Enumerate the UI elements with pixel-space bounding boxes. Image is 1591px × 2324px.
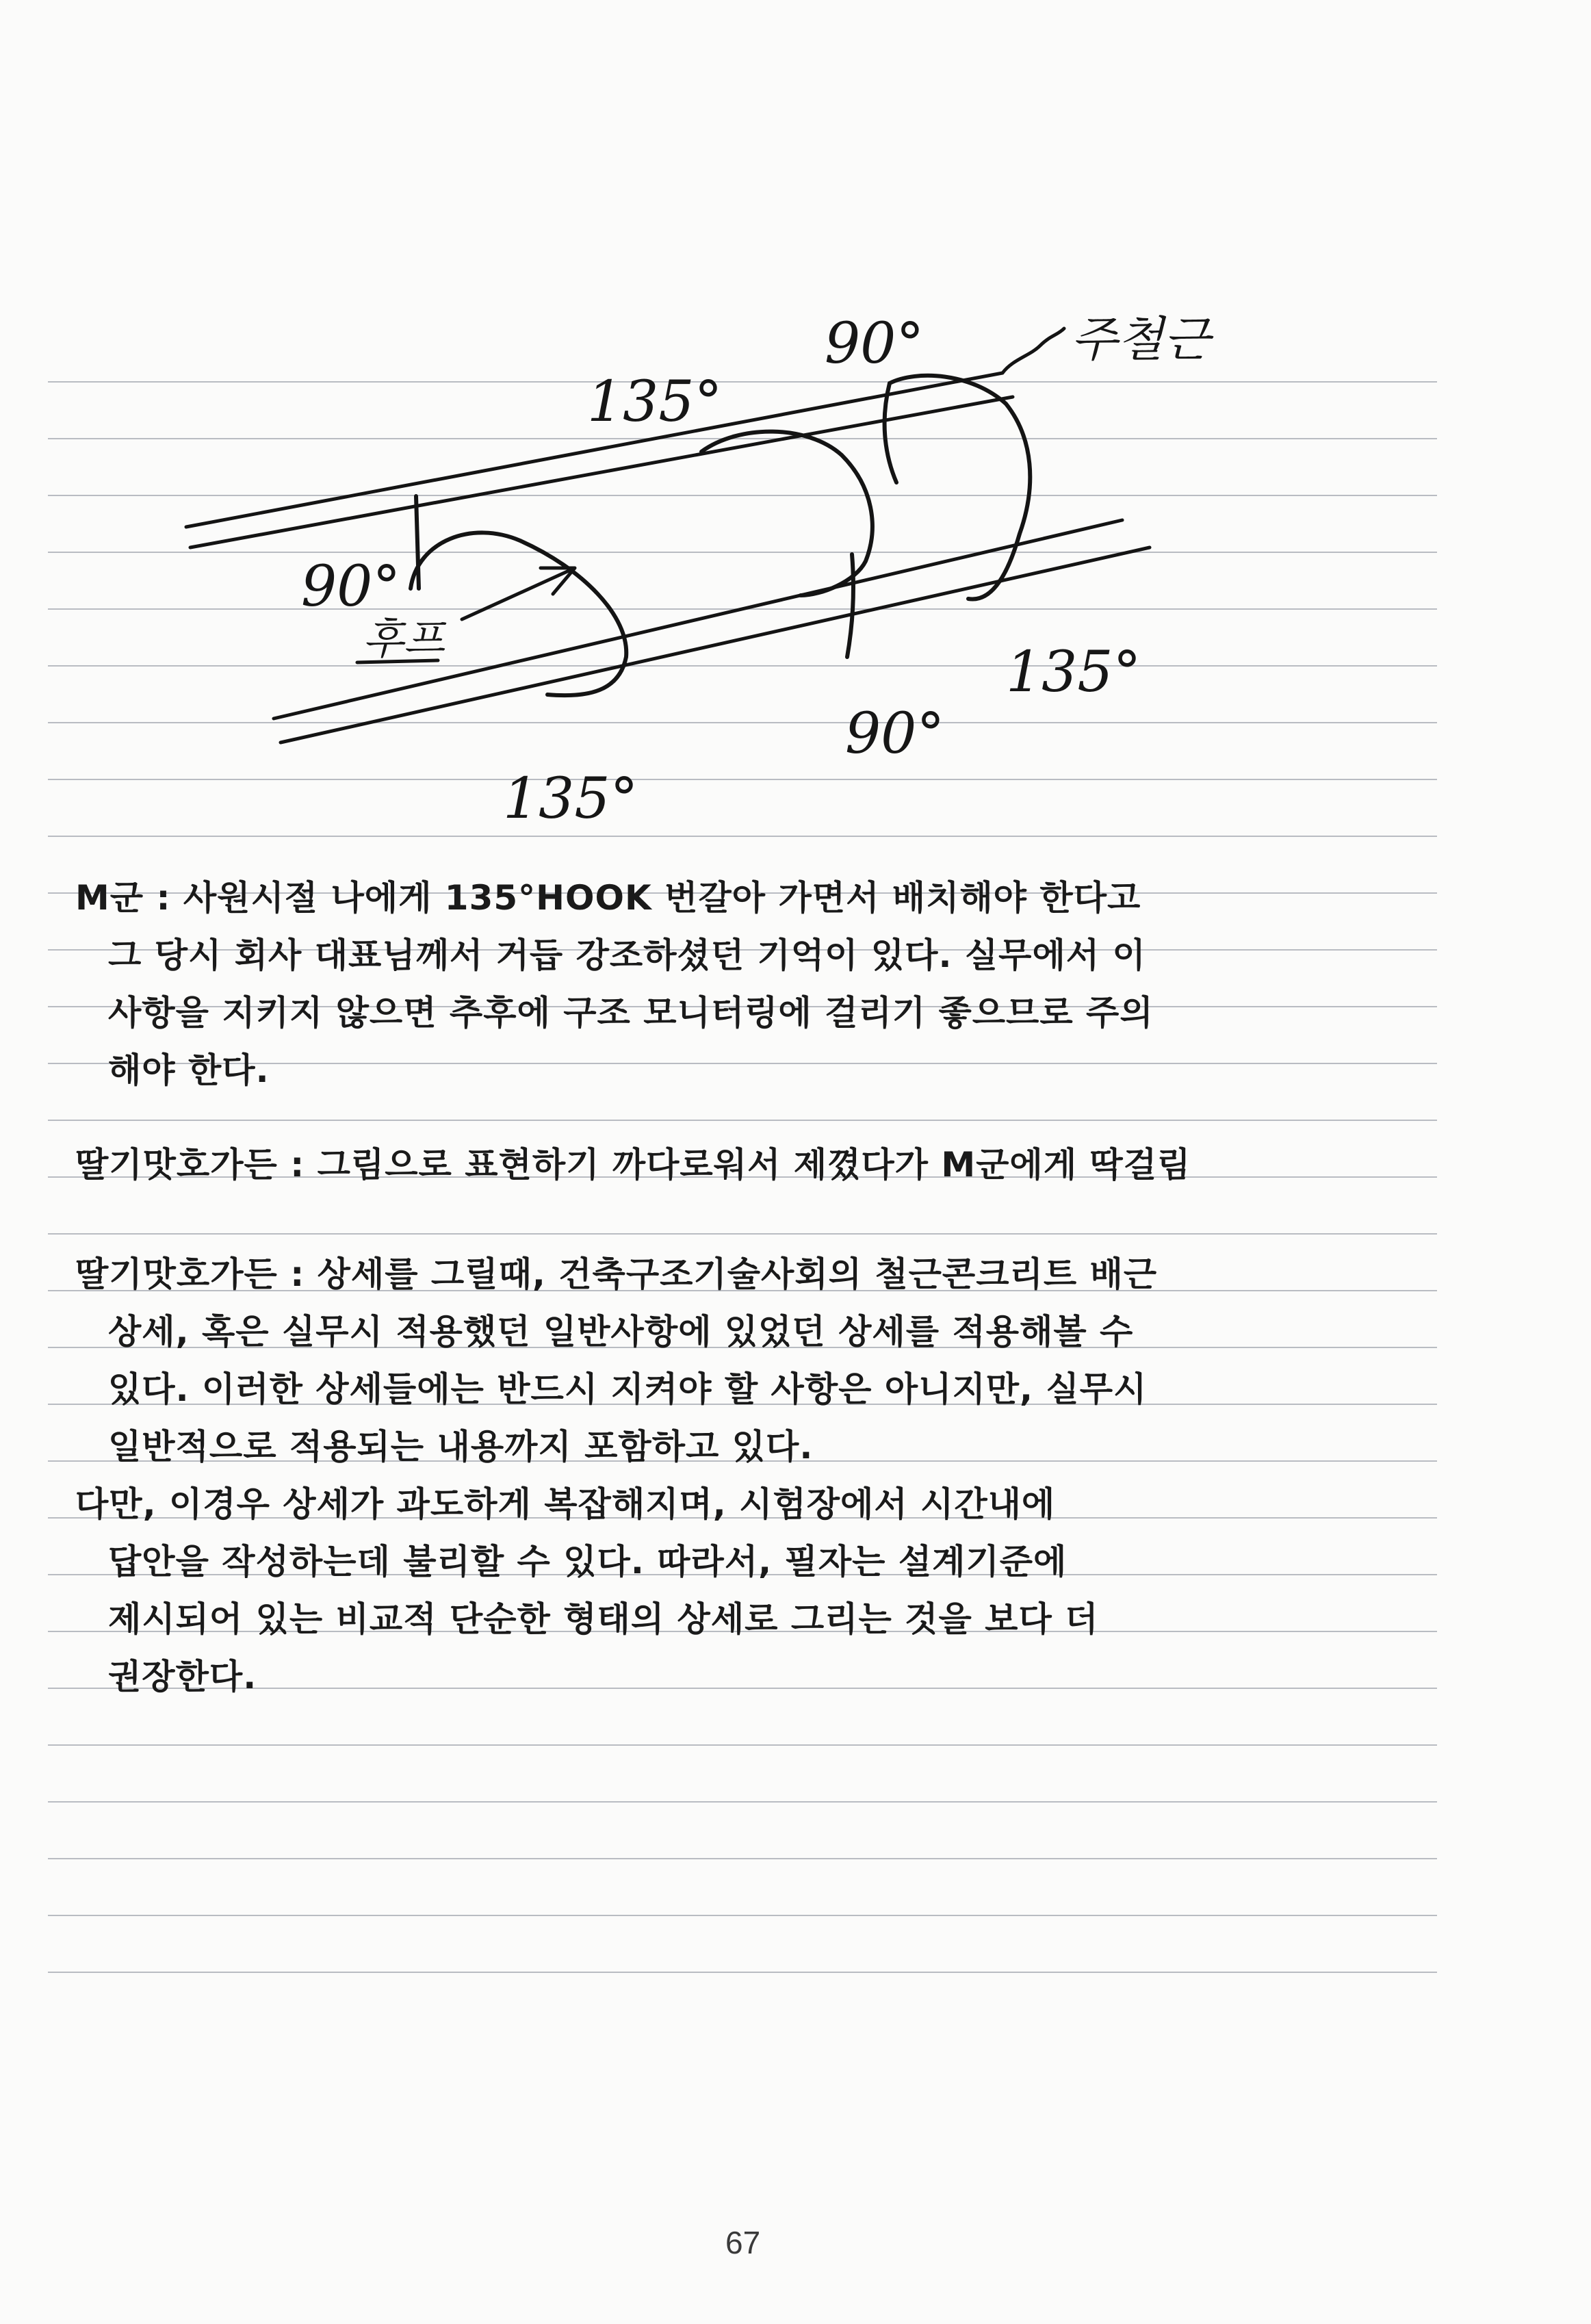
- hoop-arrow: [462, 568, 575, 619]
- angle-label-90-top: 90°: [825, 311, 924, 376]
- hoop-label-underline: [357, 660, 438, 662]
- note-speaker: M군 :: [75, 878, 171, 918]
- angle-label-90-bottom: 90°: [845, 701, 945, 766]
- note-strawberry-2: [75, 1245, 1444, 1705]
- note-speaker: 딸기맛호가든 :: [75, 1254, 305, 1294]
- note-m-gun: [75, 869, 1444, 1099]
- note-strawberry-2-line-5: 다만, 이경우 상세가 과도하게 복잡해지며, 시험장에서 시간내에: [75, 1484, 1056, 1524]
- hoop-label: 후프: [363, 614, 445, 664]
- note-m-gun-line-2: 그 당시 회사 대표님께서 거듭 강조하셨던 기억이 있다. 실무에서 이: [108, 935, 1146, 975]
- note-m-gun-line-3: 사항을 지키지 않으면 추후에 구조 모니터링에 걸리기 좋으므로 주의: [108, 993, 1154, 1033]
- angle-label-135-bottom: 135°: [503, 766, 638, 831]
- note-m-gun-line-4: 해야 한다.: [108, 1050, 270, 1090]
- note-m-gun-line-1: M군 : 사원시절 나에게 135°HOOK 번갈아 가면서 배치해야 한다고: [75, 878, 1141, 918]
- note-strawberry-2-line-6: 답안을 작성하는데 불리할 수 있다. 따라서, 필자는 설계기준에: [108, 1542, 1068, 1581]
- hook-tail-2: [847, 554, 853, 657]
- note-strawberry-2-line-3: 있다. 이러한 상세들에는 반드시 지켜야 할 사항은 아니지만, 실무시: [108, 1369, 1148, 1409]
- note-strawberry-1: [75, 1136, 1444, 1193]
- angle-label-135-top: 135°: [587, 370, 723, 435]
- hoop-3: [890, 376, 1030, 599]
- page-number: 67: [725, 2225, 761, 2260]
- hoop-2: [701, 432, 872, 595]
- hoop-3-tail: [885, 383, 896, 482]
- note-strawberry-2-line-4: 일반적으로 적용되는 내용까지 포함하고 있다.: [108, 1427, 814, 1467]
- note-strawberry-1-line-1: 딸기맛호가든 : 그림으로 표현하기 까다로워서 제꼈다가 M군에게 딱걸림: [75, 1145, 1191, 1185]
- angle-label-90-left: 90°: [301, 554, 401, 619]
- note-speaker: 딸기맛호가든 :: [75, 1145, 305, 1185]
- main-rebar-label: 주철근: [1071, 311, 1210, 367]
- note-strawberry-2-line-8: 권장한다.: [108, 1657, 257, 1696]
- rebar-hook-sketch: [0, 0, 1591, 890]
- note-strawberry-2-line-7: 제시되어 있는 비교적 단순한 형태의 상세로 그리는 것을 보다 더: [108, 1599, 1099, 1639]
- hook-tail-1: [416, 496, 419, 589]
- angle-label-135-right: 135°: [1006, 640, 1141, 705]
- note-strawberry-2-line-1: 딸기맛호가든 : 상세를 그릴때, 건축구조기술사회의 철근콘크리트 배근: [75, 1254, 1158, 1294]
- main-rebar-pointer: [1003, 328, 1064, 373]
- note-strawberry-2-line-2: 상세, 혹은 실무시 적용했던 일반사항에 있었던 상세를 적용해볼 수: [108, 1312, 1134, 1352]
